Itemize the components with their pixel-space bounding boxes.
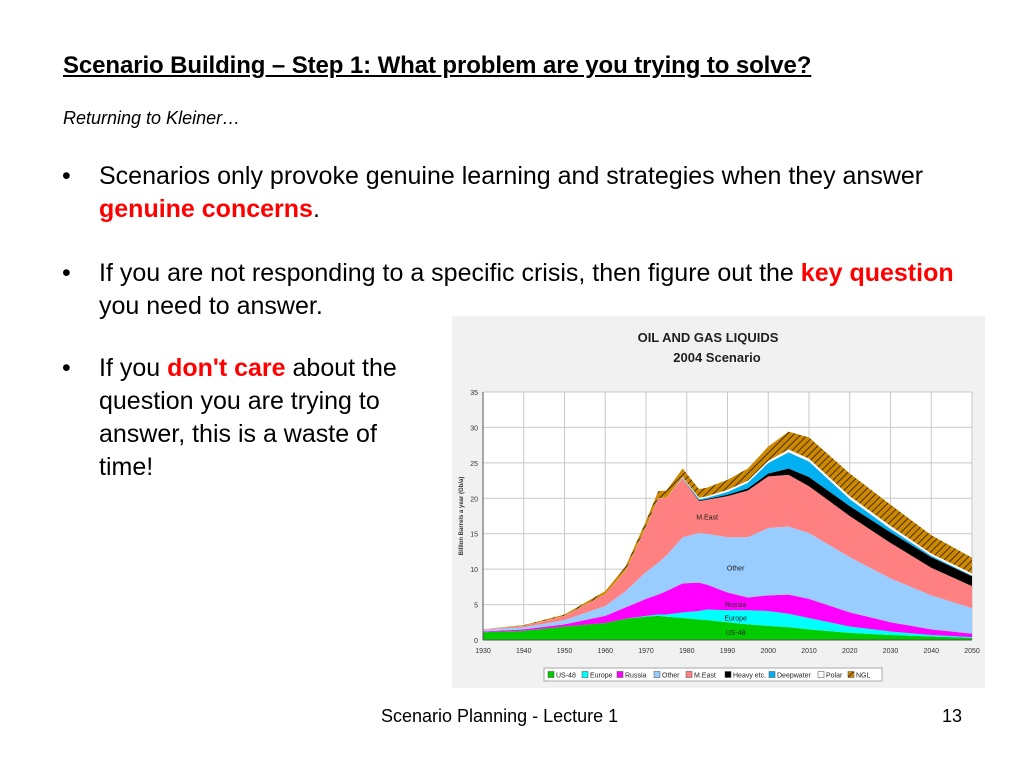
y-tick-label: 20 xyxy=(470,496,478,504)
legend-swatch xyxy=(818,672,824,678)
chart-svg xyxy=(452,316,985,688)
x-tick-label: 1950 xyxy=(556,648,573,655)
legend-swatch xyxy=(548,672,554,678)
chart-subtitle: 2004 Scenario xyxy=(673,350,761,365)
legend-swatch xyxy=(617,672,623,678)
legend-swatch xyxy=(654,672,660,678)
legend-swatch xyxy=(848,672,854,678)
page-number: 13 xyxy=(942,706,963,726)
x-tick-label: 2000 xyxy=(760,648,777,655)
oil-gas-chart xyxy=(452,316,985,688)
x-tick-label: 1940 xyxy=(515,648,532,655)
series-label: Other xyxy=(726,565,745,573)
highlight-text: genuine concerns xyxy=(99,195,313,223)
highlight-text: don't care xyxy=(167,354,286,382)
series-label: Russia xyxy=(724,601,747,609)
x-tick-label: 2020 xyxy=(841,648,858,655)
legend-label: US-48 xyxy=(556,672,576,680)
bullet-dot: • xyxy=(62,259,71,287)
x-tick-label: 1930 xyxy=(475,648,491,655)
legend-label: Other xyxy=(662,672,680,680)
bullet-text: If you don't care about the question you are trying to answer, this is a waste of time! xyxy=(99,354,397,481)
legend-label: NGL xyxy=(856,672,871,680)
bullet-text: Scenarios only provoke genuine learning and strategies when they answer genuine concerns. xyxy=(99,162,924,223)
y-tick-label: 0 xyxy=(474,638,478,645)
legend-swatch xyxy=(725,672,731,678)
x-tick-label: 1970 xyxy=(638,648,654,655)
bullet-dot: • xyxy=(62,162,71,190)
legend-swatch xyxy=(582,672,588,678)
bullet-dot: • xyxy=(62,354,71,382)
legend-label: Deepwater xyxy=(777,672,811,680)
y-tick-label: 15 xyxy=(470,531,478,539)
series-label: Europe xyxy=(724,615,747,623)
x-tick-label: 2030 xyxy=(882,648,899,655)
y-tick-label: 30 xyxy=(470,425,478,433)
footer-title: Scenario Planning - Lecture 1 xyxy=(381,706,619,726)
highlight-text: key question xyxy=(800,259,954,287)
slide-title: Scenario Building – Step 1: What problem are you trying to solve? xyxy=(63,52,812,79)
legend-swatch xyxy=(769,672,775,678)
slide-subtitle: Returning to Kleiner… xyxy=(63,108,241,128)
legend-label: Europe xyxy=(590,672,613,680)
legend-label: Polar xyxy=(826,672,843,680)
x-tick-label: 1990 xyxy=(719,648,736,655)
bullet-text: If you are not responding to a specific crisis, then figure out the key question you need to answer. xyxy=(99,259,954,320)
legend-label: Heavy etc. xyxy=(733,672,767,680)
y-tick-label: 35 xyxy=(470,390,478,397)
series-label: M.East xyxy=(696,514,719,522)
x-tick-label: 1960 xyxy=(597,648,614,655)
chart-title: OIL AND GAS LIQUIDS xyxy=(637,330,779,345)
x-tick-label: 2040 xyxy=(923,648,940,655)
x-tick-label: 1980 xyxy=(678,648,695,655)
y-axis-label: Billion Barrels a year (Gb/a) xyxy=(459,476,465,556)
legend-swatch xyxy=(686,672,692,678)
y-tick-label: 25 xyxy=(470,460,478,468)
legend-label: M.East xyxy=(694,672,716,680)
y-tick-label: 10 xyxy=(470,567,478,575)
x-tick-label: 2050 xyxy=(964,648,980,655)
series-label: US-48 xyxy=(725,630,746,638)
x-tick-label: 2010 xyxy=(801,648,817,655)
y-tick-label: 5 xyxy=(474,602,478,610)
legend-label: Russia xyxy=(625,672,647,680)
